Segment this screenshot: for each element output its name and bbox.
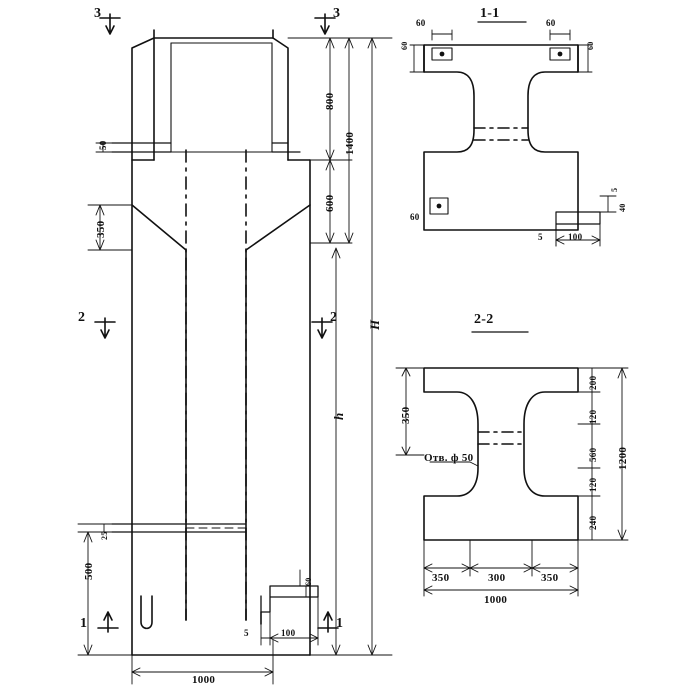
hole-note: Отв. ф 50: [424, 452, 474, 464]
dim-240: 240: [588, 515, 598, 530]
dim-1200: 1200: [617, 446, 629, 470]
dim-1000-elevation: 1000: [192, 674, 216, 686]
dim-60-bottom-left: 60: [410, 212, 420, 222]
section-mark-1-left: 1: [80, 616, 88, 631]
dim-1400: 1400: [344, 131, 356, 155]
dim-1000-section22: 1000: [484, 594, 508, 606]
section-mark-3-right: 3: [333, 6, 341, 21]
dim-5-section11: 5: [538, 232, 543, 242]
section-2-2-title: 2-2: [474, 312, 494, 327]
dim-60-top-left: 60: [416, 18, 426, 28]
dim-60-right-side: 60: [586, 41, 595, 50]
section-mark-2-right: 2: [330, 310, 338, 325]
dim-120-lower: 120: [588, 477, 598, 492]
section-mark-1-right: 1: [336, 616, 344, 631]
dim-350-section22: 350: [400, 406, 412, 424]
dim-50-head: 50: [98, 140, 108, 150]
dim-350-b1: 350: [432, 572, 450, 584]
dim-500: 500: [83, 562, 95, 580]
dim-H: H: [367, 319, 382, 330]
dim-300: 300: [488, 572, 506, 584]
section-1-1-title: 1-1: [480, 6, 500, 21]
dim-25: 25: [100, 531, 109, 540]
dim-120-upper: 120: [588, 409, 598, 424]
dim-560: 560: [588, 447, 598, 462]
dim-60-top-right: 60: [546, 18, 556, 28]
dim-40-section11: 40: [618, 203, 627, 212]
dim-5-right-section11: 5: [610, 187, 619, 192]
dim-h: h: [331, 412, 346, 420]
dim-350-left: 350: [95, 220, 107, 238]
dim-100-elevation: 100: [281, 628, 296, 638]
dim-600: 600: [324, 194, 336, 212]
dim-60-left-side: 60: [400, 41, 409, 50]
dim-100-section11: 100: [568, 232, 583, 242]
dim-5-elevation: 5: [244, 628, 249, 638]
section-mark-2-left: 2: [78, 310, 86, 325]
dim-800: 800: [324, 92, 336, 110]
dim-200: 200: [588, 375, 598, 390]
section-mark-3-left: 3: [94, 6, 102, 21]
dim-350-b2: 350: [541, 572, 559, 584]
dim-60-bottom: 60: [304, 577, 313, 586]
